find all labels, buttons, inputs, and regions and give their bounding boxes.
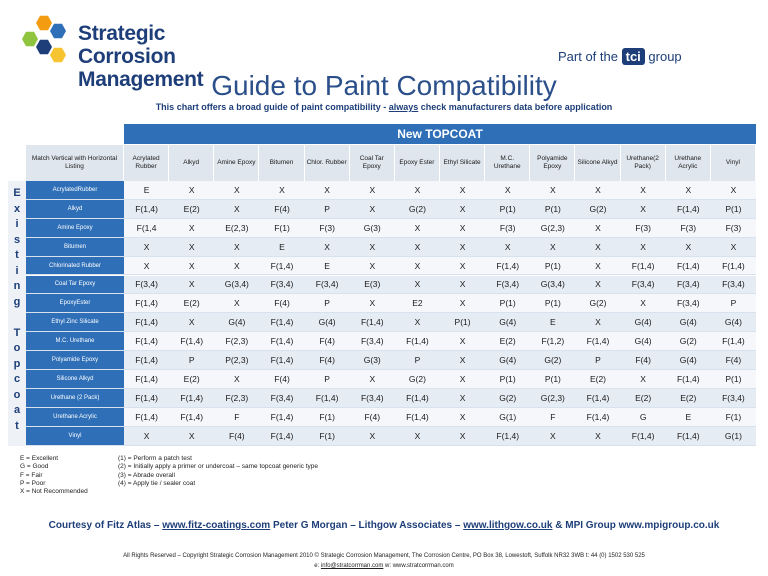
table-cell: P [305,370,350,389]
table-cell: F(2,3) [214,389,259,408]
lithgow-link[interactable]: www.lithgow.co.uk [463,520,553,531]
table-cell: F(4) [350,408,395,427]
table-cell: P [305,294,350,313]
table-cell: X [530,427,575,446]
table-cell: X [666,181,711,200]
table-cell: G(4) [711,313,756,332]
table-cell: F(3,4) [259,389,304,408]
existing-topcoat-label: E x i s t i n g T o p c o a t [13,187,21,432]
table-cell: F(1,4) [124,389,169,408]
table-cell: G(3,4) [530,276,575,295]
table-cell: X [214,181,259,200]
table-cell: E(2) [666,389,711,408]
table-cell: F(1,4) [259,351,304,370]
row-label: EpoxyEster [26,294,124,313]
table-cell: X [621,181,666,200]
table-cell: F(3,4) [711,276,756,295]
table-cell: E [666,408,711,427]
table-cell: F(2,3) [214,332,259,351]
column-header: Coal Tar Epoxy [350,145,395,181]
table-cell: X [395,313,440,332]
note-item: (3) = Abrade overall [118,471,175,479]
table-cell: F(3,4) [350,332,395,351]
contact-line: e: info@stratcorrman.com w: www.stratcorrman.com [314,563,454,569]
table-cell: X [395,219,440,238]
column-header: M.C. Urethane [485,145,530,181]
row-label: Coal Tar Epoxy [26,276,124,295]
column-header: Bitumen [259,145,304,181]
table-cell: X [575,257,620,276]
table-cell: X [575,427,620,446]
table-cell: F(3,4) [124,276,169,295]
row-label: Ethyl Zinc Silicate [26,313,124,332]
table-cell: F(1) [305,427,350,446]
table-cell: F(1,4) [124,332,169,351]
table-cell: F(1,2) [530,332,575,351]
row-label: Chlorinated Rubber [26,257,124,276]
table-cell: X [440,294,485,313]
table-cell: F(1) [305,408,350,427]
table-cell: F(1,4) [666,257,711,276]
row-label: M.C. Urethane [26,332,124,351]
courtesy-line: Courtesy of Fitz Atlas – www.fitz-coatings.com Peter G Morgan – Lithgow Associates – www.lithgow.co.uk & MPI Group www.mpigroup.co.uk [48,520,720,531]
table-cell: F(1,4) [169,408,214,427]
table-cell: G(4) [621,313,666,332]
table-cell: G(2) [575,294,620,313]
table-cell: P [575,351,620,370]
table-cell: G(2,3) [530,389,575,408]
table-cell: F(1,4) [259,257,304,276]
table-cell: G(4) [485,351,530,370]
table-cell: X [169,427,214,446]
table-cell: X [169,276,214,295]
legend-item: G = Good [20,463,49,471]
table-cell: X [124,257,169,276]
table-cell: F(1,4) [124,408,169,427]
table-cell: X [124,238,169,257]
table-cell: X [440,389,485,408]
table-cell: F(1,4) [575,408,620,427]
logo-text: Strategic Corrosion Management [78,22,204,91]
table-cell: P(1) [485,200,530,219]
column-header: Vinyl [711,145,756,181]
logo-hex-yellow [50,47,66,63]
table-cell: X [214,200,259,219]
table-cell: X [440,370,485,389]
table-cell: X [350,200,395,219]
table-cell: G(4) [666,313,711,332]
table-cell: F(4) [259,370,304,389]
table-cell: X [395,181,440,200]
legend [20,455,88,496]
table-cell: F(4) [259,294,304,313]
legend-item: E = Excellent [20,455,59,462]
table-cell: X [575,219,620,238]
table-cell: G(4) [621,332,666,351]
table-cell: F(3) [666,219,711,238]
table-cell: F(3,4) [305,276,350,295]
compatibility-table [8,124,756,446]
table-cell: G(3) [350,351,395,370]
table-cell: X [440,332,485,351]
table-cell: X [214,294,259,313]
copyright-line: All Rights Reserved – Copyright Strategic Corrosion Management 2010 © Strategic Corrosion Management, The Corrosion Centre, PO Box 38, Lowestoft, Suffolk NR32 3WB t: 44 (0) 1502 530 525 [123,553,645,559]
table-cell: F(1,4) [485,427,530,446]
table-cell: F(1,4) [124,200,169,219]
table-cell: F(3) [711,219,756,238]
table-cell: G(1) [485,408,530,427]
table-cell: X [711,181,756,200]
table-cell: F(1,4) [124,351,169,370]
table-cell: F(4) [305,351,350,370]
table-cell: X [305,181,350,200]
table-cell: F(1,4) [124,370,169,389]
table-cell: G(2) [395,370,440,389]
column-header: Ethyl Silicate [440,145,485,181]
table-cell: X [530,181,575,200]
table-cell: X [440,219,485,238]
table-cell: F(1,4) [124,313,169,332]
logo-hex-green [22,31,38,47]
logo-hex-blue [50,23,66,39]
table-cell: X [259,181,304,200]
table-cell: F(1,4) [350,313,395,332]
table-cell: X [440,408,485,427]
table-cell: F [214,408,259,427]
table-cell: X [621,200,666,219]
table-cell: E(2) [621,389,666,408]
table-cell: X [395,427,440,446]
table-cell: X [305,238,350,257]
table-cell: F(1,4) [169,332,214,351]
table-cell: F(4) [305,332,350,351]
table-cell: X [575,181,620,200]
column-header: Urethane Acrylic [666,145,711,181]
table-cell: F(1,4) [395,408,440,427]
row-label: Silicone Alkyd [26,370,124,389]
table-cell: E [259,238,304,257]
table-cell: G(3) [350,219,395,238]
notes [118,455,318,488]
table-cell: F(1,4) [124,294,169,313]
partner-badge [558,49,682,64]
table-cell: X [169,238,214,257]
table-cell: F(4) [621,351,666,370]
table-cell: G(2) [530,351,575,370]
table-cell: X [621,238,666,257]
row-label: Polyamide Epoxy [26,351,124,370]
table-cell: G(4) [305,313,350,332]
column-header: Epoxy Ester [395,145,440,181]
table-cell: E(2) [169,294,214,313]
table-cell: F(4) [214,427,259,446]
table-cell: E [305,257,350,276]
table-cell: F(3) [485,219,530,238]
table-cell: G(4) [214,313,259,332]
table-cell: F(1,4) [575,389,620,408]
note-item: (1) = Perform a patch test [118,455,192,462]
table-cell: F(4) [711,351,756,370]
table-cell: F(3,4) [485,276,530,295]
table-cell: G(2) [485,389,530,408]
table-cell: E2 [395,294,440,313]
table-cell: P(1) [711,370,756,389]
page-subtitle: This chart offers a broad guide of paint compatibility - always check manufacturers data before application [155,102,613,112]
table-cell: X [169,313,214,332]
table-cell: F(1,4) [259,313,304,332]
table-cell: F(1,4) [259,427,304,446]
table-cell: F(3,4) [666,294,711,313]
table-cell: X [575,313,620,332]
tci-logo: tci [622,48,645,65]
table-cell: F(1) [259,219,304,238]
table-cell: G(3,4) [214,276,259,295]
table-cell: F(1,4) [259,332,304,351]
table-cell: X [124,427,169,446]
table-cell: F(3,4) [711,389,756,408]
table-cell: F(1,4) [169,389,214,408]
table-cell: X [530,238,575,257]
table-cell: X [350,238,395,257]
table-cell: F(1,4 [124,219,169,238]
table-cell: F(1,4) [711,332,756,351]
table-cell: X [440,200,485,219]
table-cell: X [440,238,485,257]
table-cell: P(1) [530,294,575,313]
column-header: Polyamide Epoxy [530,145,575,181]
table-cell: F(4) [259,200,304,219]
table-cell: F(1,4) [711,257,756,276]
partner-prefix: Part of the [558,49,618,64]
table-cell: G(4) [485,313,530,332]
table-cell: P [395,351,440,370]
legend-item: X = Not Recommended [20,488,88,496]
table-cell: X [169,181,214,200]
legend-item: P = Poor [20,479,46,487]
table-cell: X [440,181,485,200]
table-cell: F(1,4) [666,200,711,219]
table-cell: X [440,427,485,446]
table-cell: P [169,351,214,370]
table-cell: P(1) [711,200,756,219]
table-cell: F(1) [711,408,756,427]
table-cell: F(3) [621,219,666,238]
table-cell: E(2) [169,370,214,389]
table-cell: F(1,4) [395,332,440,351]
table-cell: G(2) [395,200,440,219]
row-label: Alkyd [26,200,124,219]
table-cell: X [350,181,395,200]
table-cell: F(1,4) [666,427,711,446]
column-header: Chlor. Rubber [305,145,350,181]
table-cell: X [350,294,395,313]
table-cell: P(1) [530,370,575,389]
email-link[interactable]: info@stratcorrman.com [320,563,384,569]
table-cell: F [530,408,575,427]
table-cell: G(2,3) [530,219,575,238]
table-cell: P(1) [530,257,575,276]
table-cell: E(2) [575,370,620,389]
table-cell: G [621,408,666,427]
column-header: Alkyd [169,145,214,181]
page-title: Guide to Paint Compatibility [211,70,557,101]
table-cell: F(1,4) [575,332,620,351]
table-cell: X [350,427,395,446]
new-topcoat-header: New TOPCOAT [124,124,756,144]
table-cell: E(2) [485,332,530,351]
table-cell: X [395,238,440,257]
table-cell: F(3) [305,219,350,238]
table-cell: P(1) [530,200,575,219]
table-cell: X [666,238,711,257]
table-cell: X [575,276,620,295]
table-cell: E(3) [350,276,395,295]
table-cell: E [124,181,169,200]
column-header: Silicone Alkyd [575,145,620,181]
note-item: (4) = Apply tie / sealer coat [118,479,196,487]
table-cell: P(1) [485,370,530,389]
table-cell: X [440,257,485,276]
legend-item: F = Fair [20,471,43,479]
table-cell: X [214,370,259,389]
row-label: Urethane (2 Pack) [26,389,124,408]
table-cell: X [169,219,214,238]
table-cell: F(1,4) [395,389,440,408]
table-cell: X [711,238,756,257]
logo-hex-navy [36,39,52,55]
table-cell: F(1,4) [305,389,350,408]
table-cell: X [440,351,485,370]
table-cell: X [485,181,530,200]
table-cell: F(1,4) [621,427,666,446]
table-cell: P(1) [485,294,530,313]
table-cell: F(3,4) [666,276,711,295]
table-cell: F(1,4) [259,408,304,427]
table-cell: G(1) [711,427,756,446]
table-cell: F(1,4) [666,370,711,389]
table-cell: X [440,276,485,295]
logo-hex-orange [36,15,52,31]
row-label: Vinyl [26,427,124,446]
table-cell: F(3,4) [350,389,395,408]
table-cell: F(3,4) [621,276,666,295]
table-cell: X [214,238,259,257]
column-header: Acrylated Rubber [124,145,169,181]
table-cell: P(2,3) [214,351,259,370]
table-cell: X [621,294,666,313]
row-label: Amine Epoxy [26,219,124,238]
table-cell: X [395,276,440,295]
table-cell: P [711,294,756,313]
table-cell: X [350,370,395,389]
table-cell: F(3,4) [259,276,304,295]
table-cell: E [530,313,575,332]
table-cell: X [169,257,214,276]
row-label: AcrylatedRubber [26,181,124,200]
table-cell: E(2) [169,200,214,219]
table-cell: X [395,257,440,276]
table-cell: P(1) [440,313,485,332]
table-cell: G(2) [666,332,711,351]
table-cell: X [575,238,620,257]
table-cell: E(2,3) [214,219,259,238]
partner-suffix: group [648,49,682,64]
table-cell: X [214,257,259,276]
row-label: Bitumen [26,238,124,257]
table-cell: F(1,4) [621,257,666,276]
table-cell: X [350,257,395,276]
corner-header: Match Vertical with Horizontal Listing [26,145,124,181]
column-header: Amine Epoxy [214,145,259,181]
note-item: (2) = Initially apply a primer or undercoat – same topcoat generic type [118,463,318,471]
column-header: Urethane(2 Pack) [621,145,666,181]
table-cell: X [621,370,666,389]
table-cell: F(1,4) [485,257,530,276]
table-cell: G(4) [666,351,711,370]
table-cell: X [485,238,530,257]
table-cell: P [305,200,350,219]
row-label: Urethane Acrylic [26,408,124,427]
fitz-link[interactable]: www.fitz-coatings.com [162,520,271,531]
table-cell: G(2) [575,200,620,219]
